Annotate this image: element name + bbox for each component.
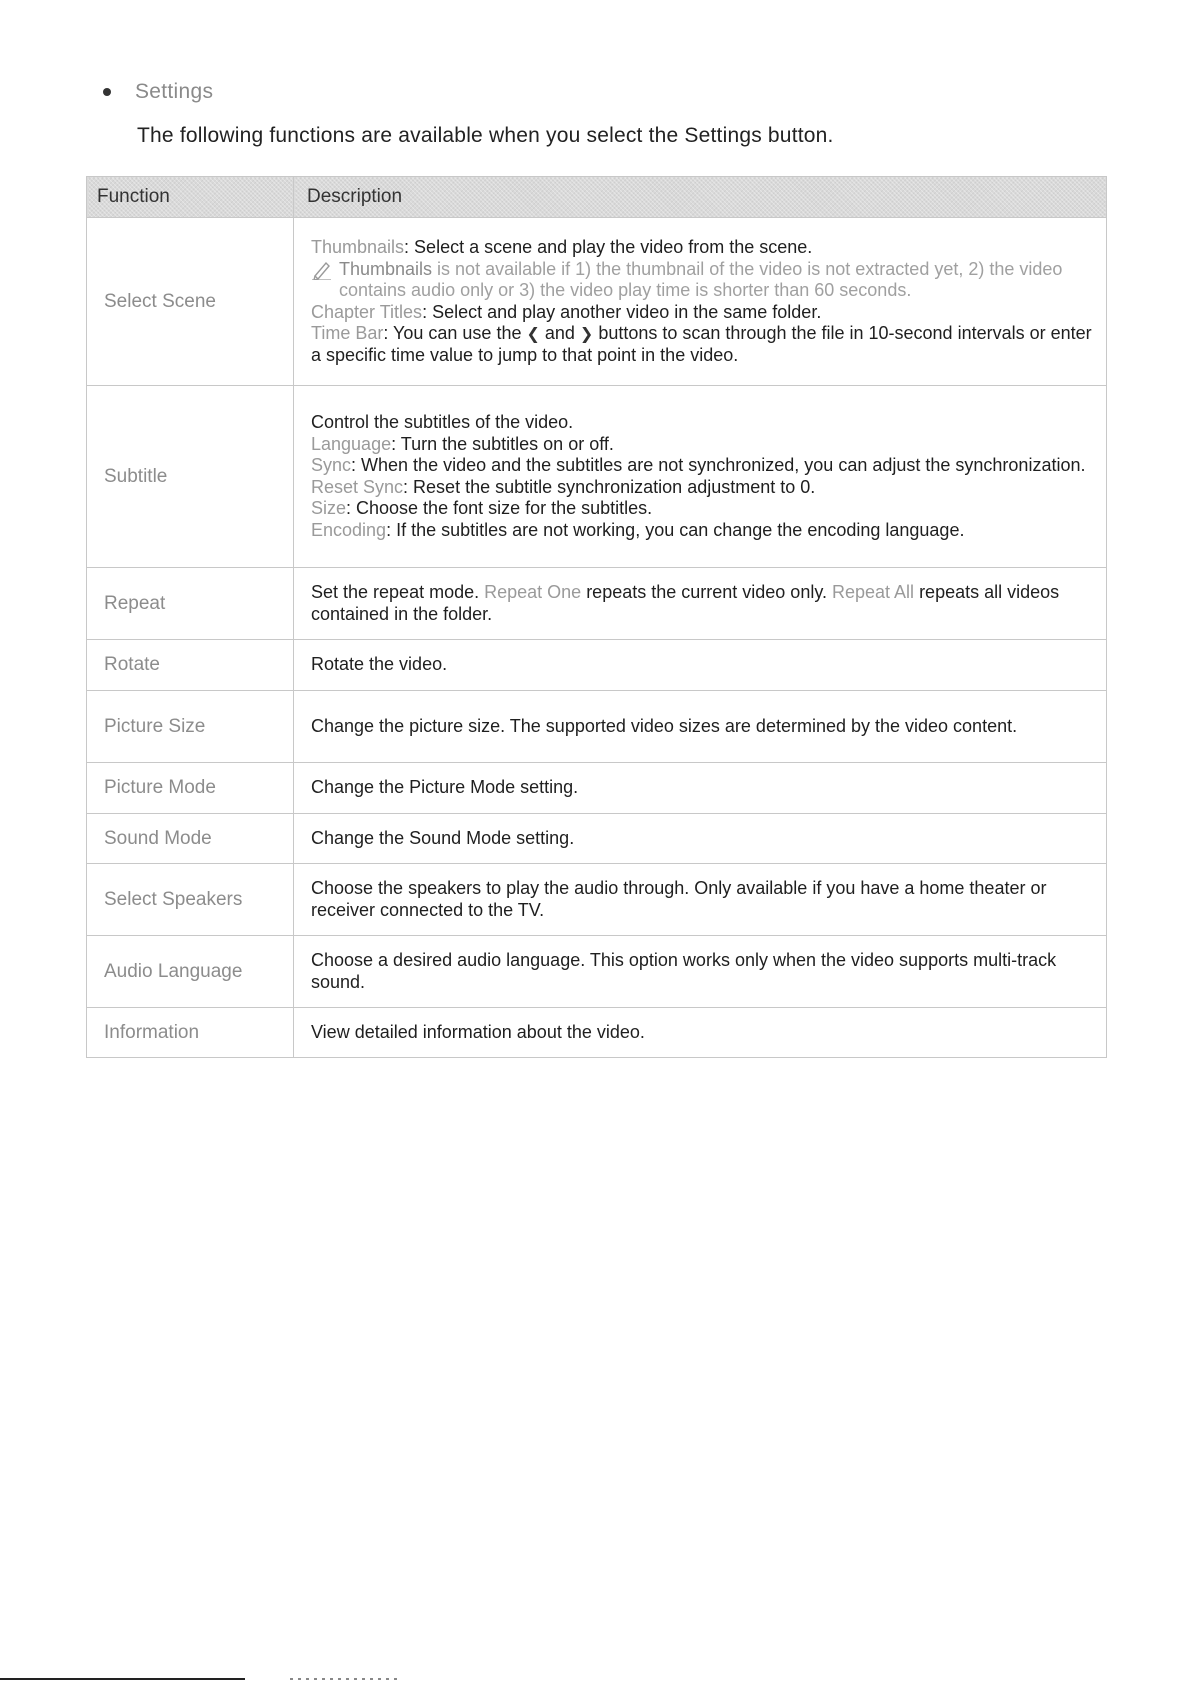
line-text: : Choose the font size for the subtitles. — [346, 498, 653, 518]
function-description: Choose a desired audio language. This option works only when the video supports multi-track sound. — [294, 936, 1107, 1008]
line-text: : Turn the subtitles on or off. — [391, 433, 614, 454]
keyword: Thumbnails — [311, 237, 405, 257]
line-text: : When the video and the subtitles are not synchronized, you can adjust the synchronization. — [351, 455, 1086, 475]
table-row — [87, 640, 1107, 691]
table-row — [87, 691, 1107, 763]
note — [311, 259, 1092, 302]
line-text: Set the repeat mode. — [311, 582, 485, 602]
function-description: Change the Picture Mode setting. — [294, 763, 1107, 814]
language-line — [311, 434, 1092, 456]
function-description: Choose the speakers to play the audio through. Only available if you have a home theater or receiver connected to the TV. — [294, 864, 1107, 936]
function-name: Select Scene — [87, 218, 294, 386]
function-name: Information — [87, 1008, 294, 1058]
function-name: Subtitle — [87, 386, 294, 568]
time-bar-line — [311, 323, 1092, 366]
keyword: Repeat All — [832, 582, 915, 602]
chapter-titles-line — [311, 302, 1092, 324]
thumbnails-line — [311, 237, 1092, 259]
function-name: Repeat — [87, 568, 294, 640]
function-description — [294, 218, 1107, 386]
keyword: Time Bar — [311, 323, 384, 343]
note-text: is not available if 1) the thumbnail of the video is not extracted yet, 2) the video contains audio only or 3) the video play time is shorter than 60 seconds. — [339, 258, 1063, 300]
keyword: Language — [311, 433, 392, 454]
line-text: buttons to scan through the file in 10-second intervals or enter a specific time value to jump to that point in the video. — [311, 323, 1092, 365]
table-row — [87, 568, 1107, 640]
table-row — [87, 936, 1107, 1008]
table-row — [87, 1008, 1107, 1058]
function-name: Select Speakers — [87, 864, 294, 936]
keyword: Reset Sync — [311, 476, 404, 497]
keyword: Chapter Titles — [311, 301, 423, 322]
footer-rule — [0, 1678, 245, 1680]
encoding-line — [311, 520, 1092, 542]
note-keyword: Thumbnails — [339, 258, 433, 279]
function-name: Sound Mode — [87, 814, 294, 864]
line-text: : You can use the — [383, 323, 527, 343]
function-description: Change the Sound Mode setting. — [294, 814, 1107, 864]
table-header-row — [87, 177, 1107, 218]
line-text: : If the subtitles are not working, you can change the encoding language. — [386, 519, 965, 540]
table-row — [87, 763, 1107, 814]
line-text: repeats all videos contained in the folder. — [311, 582, 1060, 624]
keyword: Size — [311, 498, 347, 518]
table-row — [87, 218, 1107, 386]
table-row — [87, 864, 1107, 936]
bullet-dot-icon — [103, 88, 111, 96]
sync-line — [311, 455, 1092, 477]
function-description: Rotate the video. — [294, 640, 1107, 691]
line-text: : Select a scene and play the video from the scene. — [404, 237, 813, 257]
line-text: and — [539, 323, 580, 343]
function-name: Picture Size — [87, 691, 294, 763]
footer-dotted-rule — [290, 1678, 400, 1680]
line-text: : Reset the subtitle synchronization adjustment to 0. — [403, 476, 816, 497]
keyword: Encoding — [311, 519, 387, 540]
function-description — [294, 386, 1107, 568]
settings-function-table — [86, 176, 1107, 1058]
function-name: Audio Language — [87, 936, 294, 1008]
line-text: repeats the current video only. — [581, 582, 832, 602]
section-heading — [103, 80, 213, 104]
chevron-right-icon: ❯ — [579, 324, 594, 343]
pencil-note-icon — [311, 260, 333, 280]
subtitle-intro: Control the subtitles of the video. — [311, 412, 574, 432]
reset-sync-line — [311, 477, 1092, 499]
chevron-left-icon: ❮ — [526, 324, 540, 343]
function-name: Rotate — [87, 640, 294, 691]
table-row — [87, 386, 1107, 568]
section-title: Settings — [135, 80, 214, 103]
keyword: Repeat One — [484, 582, 582, 602]
function-description — [294, 568, 1107, 640]
keyword: Sync — [311, 455, 352, 475]
header-function: Function — [87, 177, 294, 218]
intro-paragraph: The following functions are available when you select the Settings button. — [137, 124, 834, 147]
function-name: Picture Mode — [87, 763, 294, 814]
line-text: : Select and play another video in the same folder. — [422, 301, 822, 322]
table-row — [87, 814, 1107, 864]
header-description: Description — [294, 177, 1107, 218]
function-description: Change the picture size. The supported video sizes are determined by the video content. — [294, 691, 1107, 763]
function-description: View detailed information about the video. — [294, 1008, 1107, 1058]
size-line — [311, 498, 1092, 520]
